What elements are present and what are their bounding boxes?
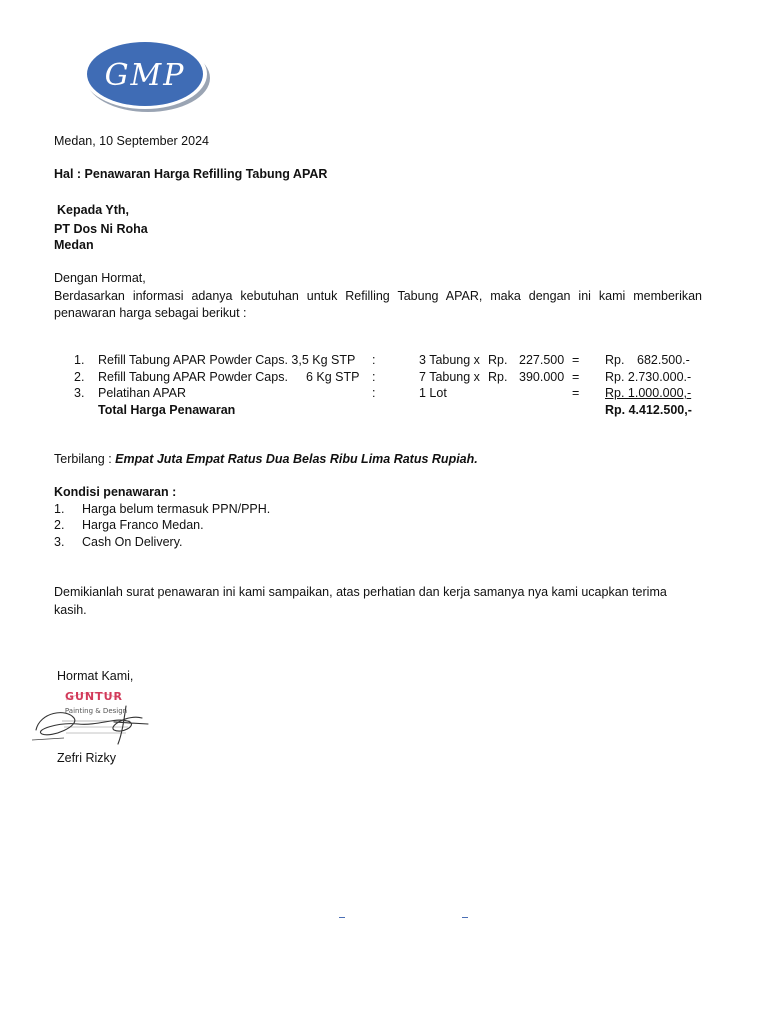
footer-mark — [462, 917, 468, 918]
stamp-name: GUNTUR — [64, 690, 124, 703]
item-currency: Rp. — [488, 353, 508, 367]
regards: Hormat Kami, — [57, 669, 134, 683]
item-quantity: 3 Tabung x — [419, 353, 480, 367]
item-equals: = — [572, 370, 580, 384]
item-total: Rp. 2.730.000.- — [605, 370, 692, 384]
amount-in-words — [54, 452, 478, 466]
item-number: 1. — [74, 353, 85, 367]
salutation: Dengan Hormat, — [54, 271, 146, 285]
item-total: 682.500.- — [637, 353, 690, 367]
item-equals: = — [572, 353, 580, 367]
item-equals: = — [572, 386, 580, 400]
item-number: 3. — [74, 386, 85, 400]
letter-subject: Hal : Penawaran Harga Refilling Tabung APAR — [54, 167, 328, 181]
condition-number: 3. — [54, 535, 65, 549]
footer-mark — [339, 917, 345, 918]
item-currency: Rp. — [488, 370, 508, 384]
condition-number: 2. — [54, 518, 65, 532]
amount-in-words-value: Empat Juta Empat Ratus Dua Belas Ribu Lima Ratus Rupiah. — [115, 452, 478, 466]
conditions-title: Kondisi penawaran : — [54, 485, 177, 499]
closing-paragraph: Demikianlah surat penawaran ini kami sampaikan, atas perhatian dan kerja samanya nya kami ucapkan terima kasih. — [54, 585, 667, 617]
item-quantity: 7 Tabung x — [419, 370, 480, 384]
amount-in-words-label: Terbilang : — [54, 452, 112, 466]
item-description: Refill Tabung APAR Powder Caps. — [98, 370, 288, 384]
recipient-greeting: Kepada Yth, — [57, 203, 130, 217]
item-total-currency: Rp. — [605, 353, 625, 367]
recipient-company: PT Dos Ni Roha — [54, 222, 148, 236]
item-description: Refill Tabung APAR Powder Caps. 3,5 Kg STP — [98, 353, 356, 367]
item-total: Rp. 1.000.000,- — [605, 386, 692, 400]
item-colon: : — [372, 386, 376, 400]
condition-text: Harga Franco Medan. — [82, 518, 204, 532]
company-logo — [82, 36, 212, 114]
intro-paragraph: Berdasarkan informasi adanya kebutuhan untuk Refilling Tabung APAR, maka dengan ini kami memberikan penawaran harga sebagai berikut : — [54, 289, 702, 320]
item-colon: : — [372, 370, 376, 384]
company-stamp-signature — [30, 686, 152, 748]
item-number: 2. — [74, 370, 85, 384]
letter-date: Medan, 10 September 2024 — [54, 134, 209, 148]
condition-text: Harga belum termasuk PPN/PPH. — [82, 502, 271, 516]
grand-total-label: Total Harga Penawaran — [98, 403, 236, 417]
condition-text: Cash On Delivery. — [82, 535, 183, 549]
item-description: Pelatihan APAR — [98, 386, 187, 400]
grand-total-value: Rp. 4.412.500,- — [605, 403, 692, 417]
logo-text: GMP — [104, 58, 186, 93]
item-colon: : — [372, 353, 376, 367]
item-quantity: 1 Lot — [419, 386, 447, 400]
item-description-size: 6 Kg STP — [306, 370, 360, 384]
item-unit-price: 390.000 — [519, 370, 565, 384]
stamp-subtitle: Painting & Design — [64, 707, 128, 715]
signer-name: Zefri Rizky — [57, 751, 117, 765]
recipient-city: Medan — [54, 238, 94, 252]
condition-number: 1. — [54, 502, 65, 516]
item-unit-price: 227.500 — [519, 353, 565, 367]
